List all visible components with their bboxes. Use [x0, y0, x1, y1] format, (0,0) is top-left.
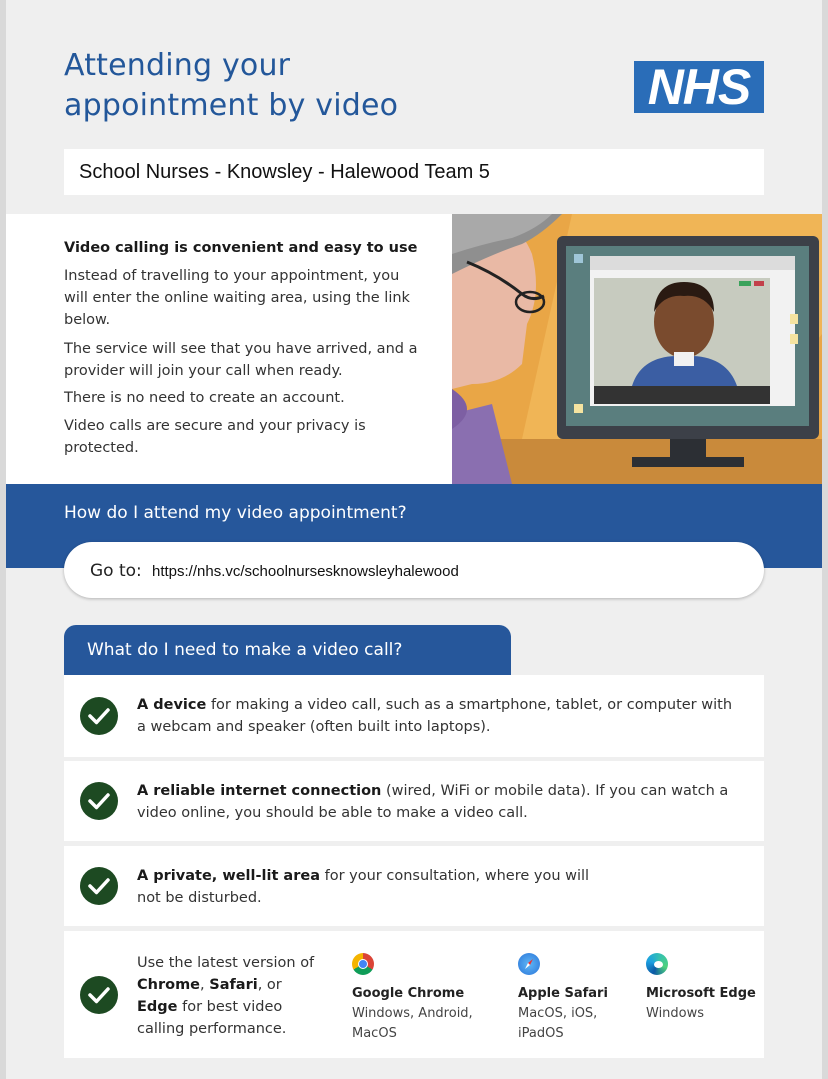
intro-heading: Video calling is convenient and easy to use [64, 240, 418, 256]
requirement-text [137, 694, 737, 738]
browser-intro-part: Use the latest version of [137, 955, 315, 971]
title-line-2: appointment by video [64, 88, 399, 123]
requirement-rest: (wired, WiFi or mobile data). If you can watch a video online, you should be able to make a video call. [137, 783, 729, 821]
goto-label: Go to: [90, 561, 142, 581]
requirements-heading: What do I need to make a video call? [87, 640, 403, 660]
browser-edge [646, 955, 761, 1024]
team-name: School Nurses - Knowsley - Halewood Team 5 [79, 161, 490, 183]
browser-safari [518, 955, 618, 1044]
browser-intro-edge: Edge [137, 999, 178, 1015]
video-call-illustration [452, 214, 822, 484]
browser-chrome [352, 955, 502, 1044]
requirement-rest: for making a video call, such as a smartphone, tablet, or computer with a webcam and speaker (often built into laptops). [137, 697, 733, 735]
requirement-item [64, 761, 764, 841]
title-line-1: Attending your [64, 48, 291, 83]
requirement-item [64, 675, 764, 757]
browser-intro-part: for best video calling performance. [137, 999, 287, 1037]
check-icon [80, 697, 118, 735]
check-icon [80, 867, 118, 905]
intro-paragraph: Video calls are secure and your privacy is protected. [64, 418, 366, 456]
team-name-box [64, 149, 764, 195]
browser-intro-part: , or [257, 977, 282, 993]
page-title [64, 46, 484, 126]
browser-intro-chrome: Chrome [137, 977, 201, 993]
browser-name: Microsoft Edge [646, 986, 756, 1001]
browser-platforms: Windows, Android, MacOS [352, 1006, 473, 1041]
appointment-url-link[interactable]: https://nhs.vc/schoolnursesknowsleyhalewood [152, 563, 459, 580]
requirement-text [137, 865, 617, 909]
browser-intro-part: , [200, 977, 210, 993]
check-icon [80, 976, 118, 1014]
browser-name: Apple Safari [518, 986, 608, 1001]
leaflet-page [6, 0, 822, 1079]
requirement-text [137, 780, 757, 824]
nhs-logo: NHS [634, 61, 764, 113]
check-icon [80, 782, 118, 820]
chrome-icon [352, 953, 374, 975]
intro-paragraph: Instead of travelling to your appointment, you will enter the online waiting area, using the link below. [64, 268, 410, 328]
requirement-bold: A device [137, 697, 207, 713]
requirement-bold: A reliable internet connection [137, 783, 382, 799]
browser-name: Google Chrome [352, 986, 465, 1001]
browser-platforms: MacOS, iOS, iPadOS [518, 1006, 598, 1041]
attend-question: How do I attend my video appointment? [64, 503, 407, 523]
safari-icon [518, 953, 540, 975]
requirement-item [64, 846, 764, 926]
intro-paragraph: There is no need to create an account. [64, 390, 345, 406]
requirement-rest: for your consultation, where you will not be disturbed. [137, 868, 590, 906]
intro-panel [6, 214, 452, 484]
browser-platforms: Windows [646, 1006, 705, 1021]
requirement-bold: A private, well-lit area [137, 868, 320, 884]
goto-link-box[interactable] [64, 542, 764, 598]
browser-intro-text [137, 952, 317, 1040]
browser-requirement [64, 931, 764, 1058]
browser-intro-safari: Safari [209, 977, 258, 993]
requirements-heading-tab [64, 625, 511, 675]
intro-paragraph: The service will see that you have arrived, and a provider will join your call when ready. [64, 341, 418, 379]
edge-icon [646, 953, 668, 975]
